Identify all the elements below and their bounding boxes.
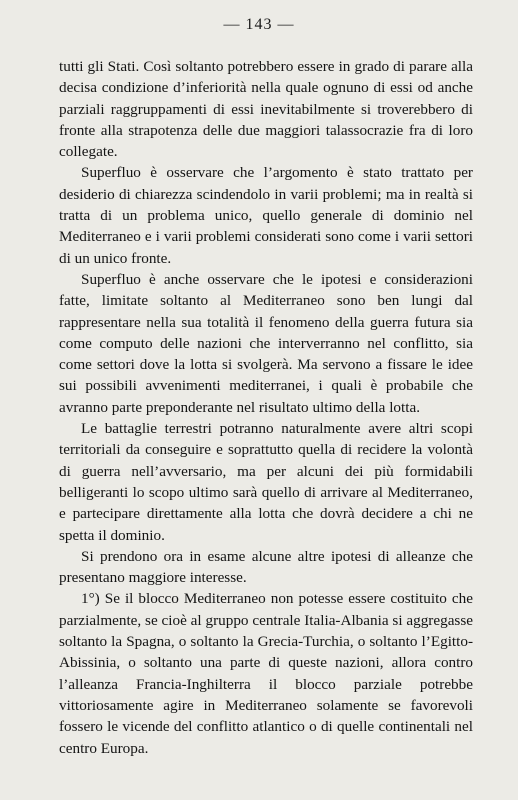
paragraph-4: Le battaglie terrestri potranno naturalmente avere altri scopi territoriali da conseguire e soprattutto quella di recidere la volontà di guerra nell’avversario, ma per alcuni dei più formidabili belligeranti lo scopo ultimo sarà quello di arrivare al Mediterraneo, e partecipare direttamente alla lotta che dovrà decidere a chi ne spetta il dominio. [59, 420, 473, 544]
paragraph-1: tutti gli Stati. Così soltanto potrebbero essere in grado di parare alla decisa condizione d’inferiorità nella quale ognuno di essi od anche parziali raggruppamenti di essi inevitabilmente si troverebbero di fronte alla strapotenza delle due maggiori talassocrazie fra di loro collegate. [59, 58, 473, 161]
paragraph-2: Superfluo è osservare che l’argomento è stato trattato per desiderio di chiarezza scindendolo in varii problemi; ma in realtà si tratta di un problema unico, quello generale di dominio nel Mediterraneo e i varii problemi considerati sono come i varii settori di un unico fronte. [59, 164, 473, 267]
paragraph-5: Si prendono ora in esame alcune altre ipotesi di alleanze che presentano maggiore interesse. [59, 547, 473, 587]
paragraph-3: Superfluo è anche osservare che le ipotesi e considerazioni fatte, limitate soltanto al Mediterraneo sono ben lungi dal rappresentare nella sua totalità il fenomeno della guerra futura sia come computo delle nazioni che interverranno nel conflitto, sia come settori dove la lotta si svolgerà. Ma servono a fissare le idee sui possibili avvenimenti mediterranei, i quali è probabile che avranno parte preponderante nel risultato ultimo della lotta. [59, 270, 473, 416]
paragraph-6: 1°) Se il blocco Mediterraneo non potesse essere costituito che parzialmente, se cioè al gruppo centrale Italia-Albania si aggregasse soltanto la Spagna, o soltanto la Grecia-Turchia, o soltanto l’Egitto-Abissinia, o soltanto una parte di queste nazioni, allora contro l’alleanza Francia-Inghilterra il blocco parziale potrebbe vittoriosamente agire in Mediterraneo solamente se favorevoli fossero le vicende del conflitto atlantico o di quelle continentali nel centro Europa. [59, 590, 473, 757]
body-text [59, 56, 473, 759]
page-number: — 143 — [223, 16, 295, 33]
